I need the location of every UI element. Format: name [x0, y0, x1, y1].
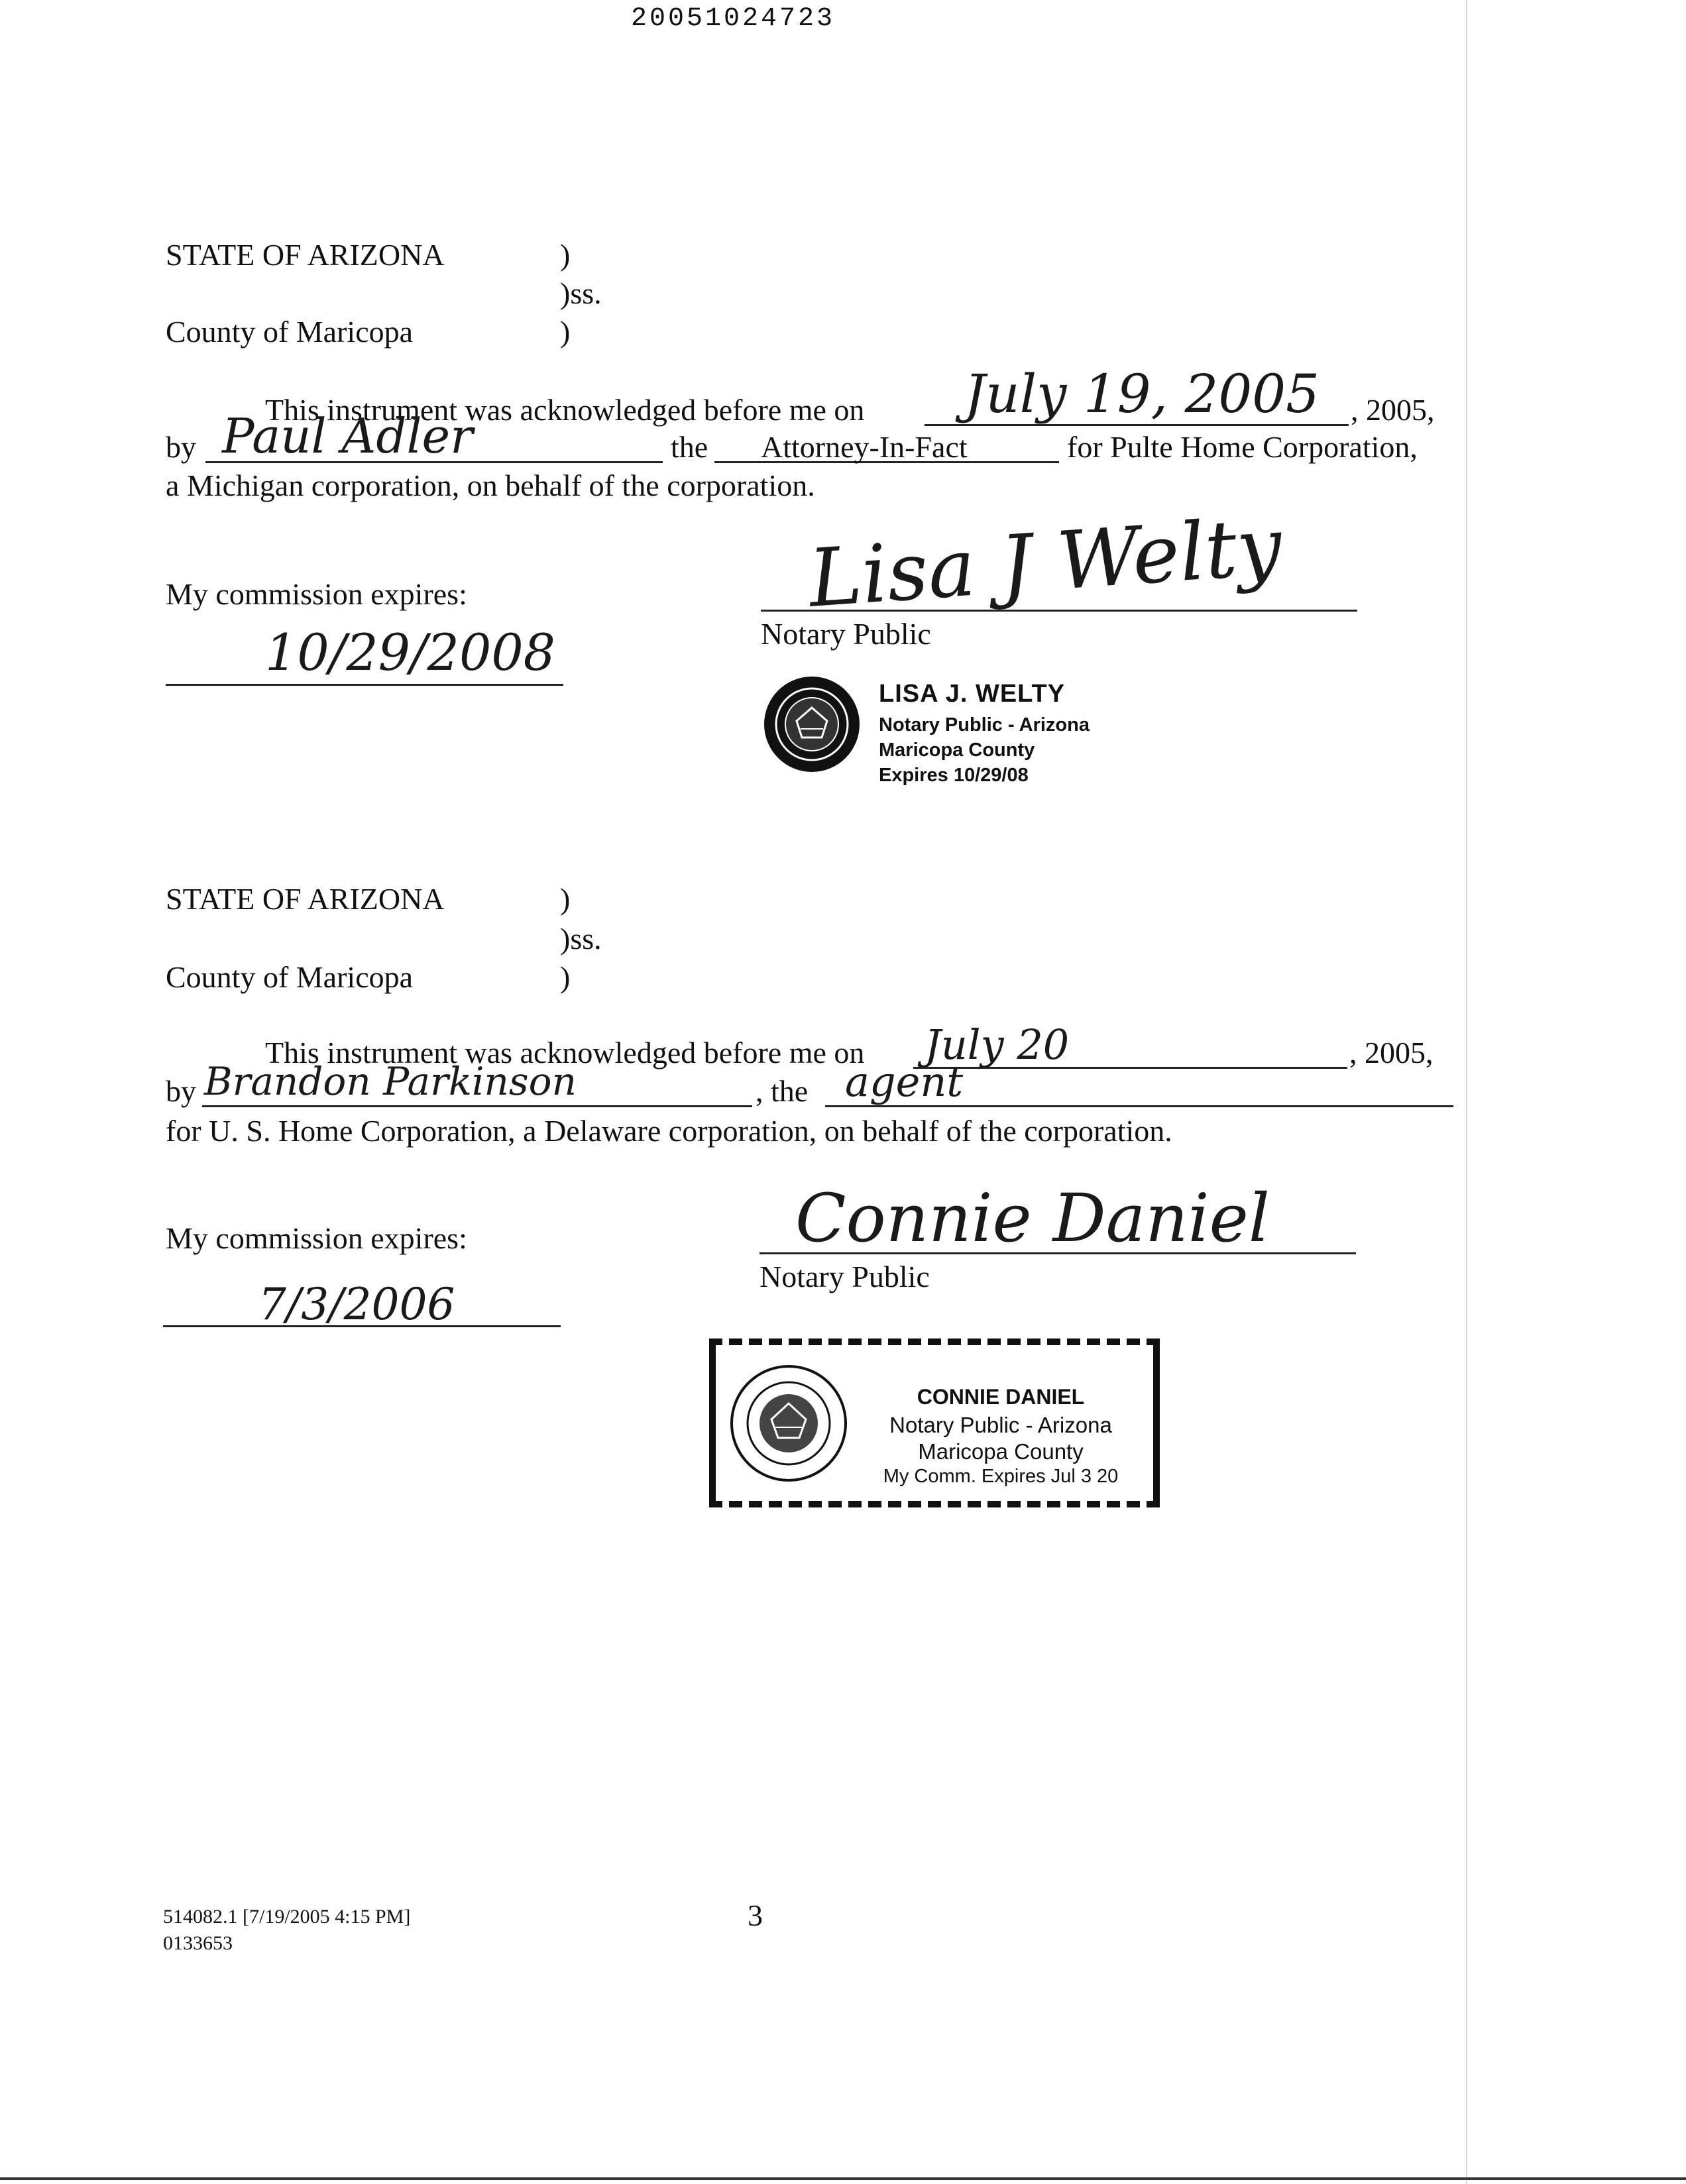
commission-date-handwritten: 7/3/2006 — [258, 1279, 455, 1330]
ack-date-handwritten: July 20 — [925, 1020, 1070, 1069]
year-suffix: , 2005, — [1349, 1036, 1433, 1069]
notary-public-label: Notary Public — [759, 1260, 930, 1293]
footer-file-number: 0133653 — [163, 1932, 233, 1954]
arizona-seal-icon — [762, 675, 862, 774]
notary-stamp — [709, 1338, 1160, 1507]
stamp-title: Notary Public - Arizona — [889, 1413, 1112, 1437]
commission-line — [166, 684, 563, 686]
commission-label: My commission expires: — [166, 577, 467, 611]
notary-signature: Lisa J Welty — [806, 500, 1285, 626]
notary-signature: Connie Daniel — [795, 1179, 1270, 1257]
arizona-seal-icon — [729, 1364, 848, 1483]
signer-name-handwritten: Brandon Parkinson — [204, 1059, 577, 1104]
county-label: County of Maricopa — [166, 960, 414, 994]
notary-public-label: Notary Public — [761, 617, 931, 651]
paren-top: ) — [560, 882, 571, 916]
paren-top: ) — [560, 238, 571, 272]
signer-name-handwritten: Paul Adler — [222, 408, 473, 464]
ss-label: )ss. — [560, 922, 602, 956]
document-number: 20051024723 — [631, 4, 836, 34]
signer-line — [202, 1105, 752, 1107]
the-label: the — [671, 430, 708, 464]
stamp-county: Maricopa County — [918, 1439, 1084, 1464]
role-value: Attorney-In-Fact — [761, 430, 968, 464]
corporation-line: a Michigan corporation, on behalf of the corporation. — [166, 468, 815, 502]
by-label: by — [166, 1074, 196, 1108]
year-suffix: , 2005, — [1351, 393, 1435, 427]
stamp-expires: My Comm. Expires Jul 3 20 — [883, 1466, 1119, 1487]
for-text: for Pulte Home Corporation, — [1067, 430, 1418, 464]
footer-doc-ref: 514082.1 [7/19/2005 4:15 PM] — [163, 1906, 411, 1928]
stamp-name: CONNIE DANIEL — [917, 1385, 1085, 1409]
state-label: STATE OF ARIZONA — [166, 238, 445, 272]
scan-edge-bottom — [0, 2177, 1686, 2180]
stamp-name: LISA J. WELTY — [879, 680, 1066, 708]
stamp-title: Notary Public - Arizona — [879, 714, 1090, 736]
commission-line — [163, 1325, 561, 1327]
commission-date-handwritten: 10/29/2008 — [265, 623, 556, 682]
corporation-line: for U. S. Home Corporation, a Delaware corporation, on behalf of the corporation. — [166, 1114, 1172, 1148]
state-label: STATE OF ARIZONA — [166, 882, 445, 916]
by-label: by — [166, 430, 196, 464]
the-label: , the — [756, 1074, 809, 1108]
commission-label: My commission expires: — [166, 1221, 467, 1255]
stamp-expires: Expires 10/29/08 — [879, 765, 1029, 786]
paren-bottom: ) — [560, 315, 571, 349]
stamp-county: Maricopa County — [879, 739, 1035, 761]
paren-bottom: ) — [560, 960, 571, 994]
ss-label: )ss. — [560, 276, 602, 310]
ack-text: This instrument was acknowledged before me on — [265, 393, 865, 427]
county-label: County of Maricopa — [166, 315, 414, 349]
ack-text: This instrument was acknowledged before me on — [265, 1036, 865, 1069]
ack-date-handwritten: July 19, 2005 — [964, 363, 1320, 425]
role-handwritten: agent — [845, 1058, 964, 1106]
page-number: 3 — [748, 1898, 763, 1932]
scan-edge-right — [1466, 0, 1467, 2184]
